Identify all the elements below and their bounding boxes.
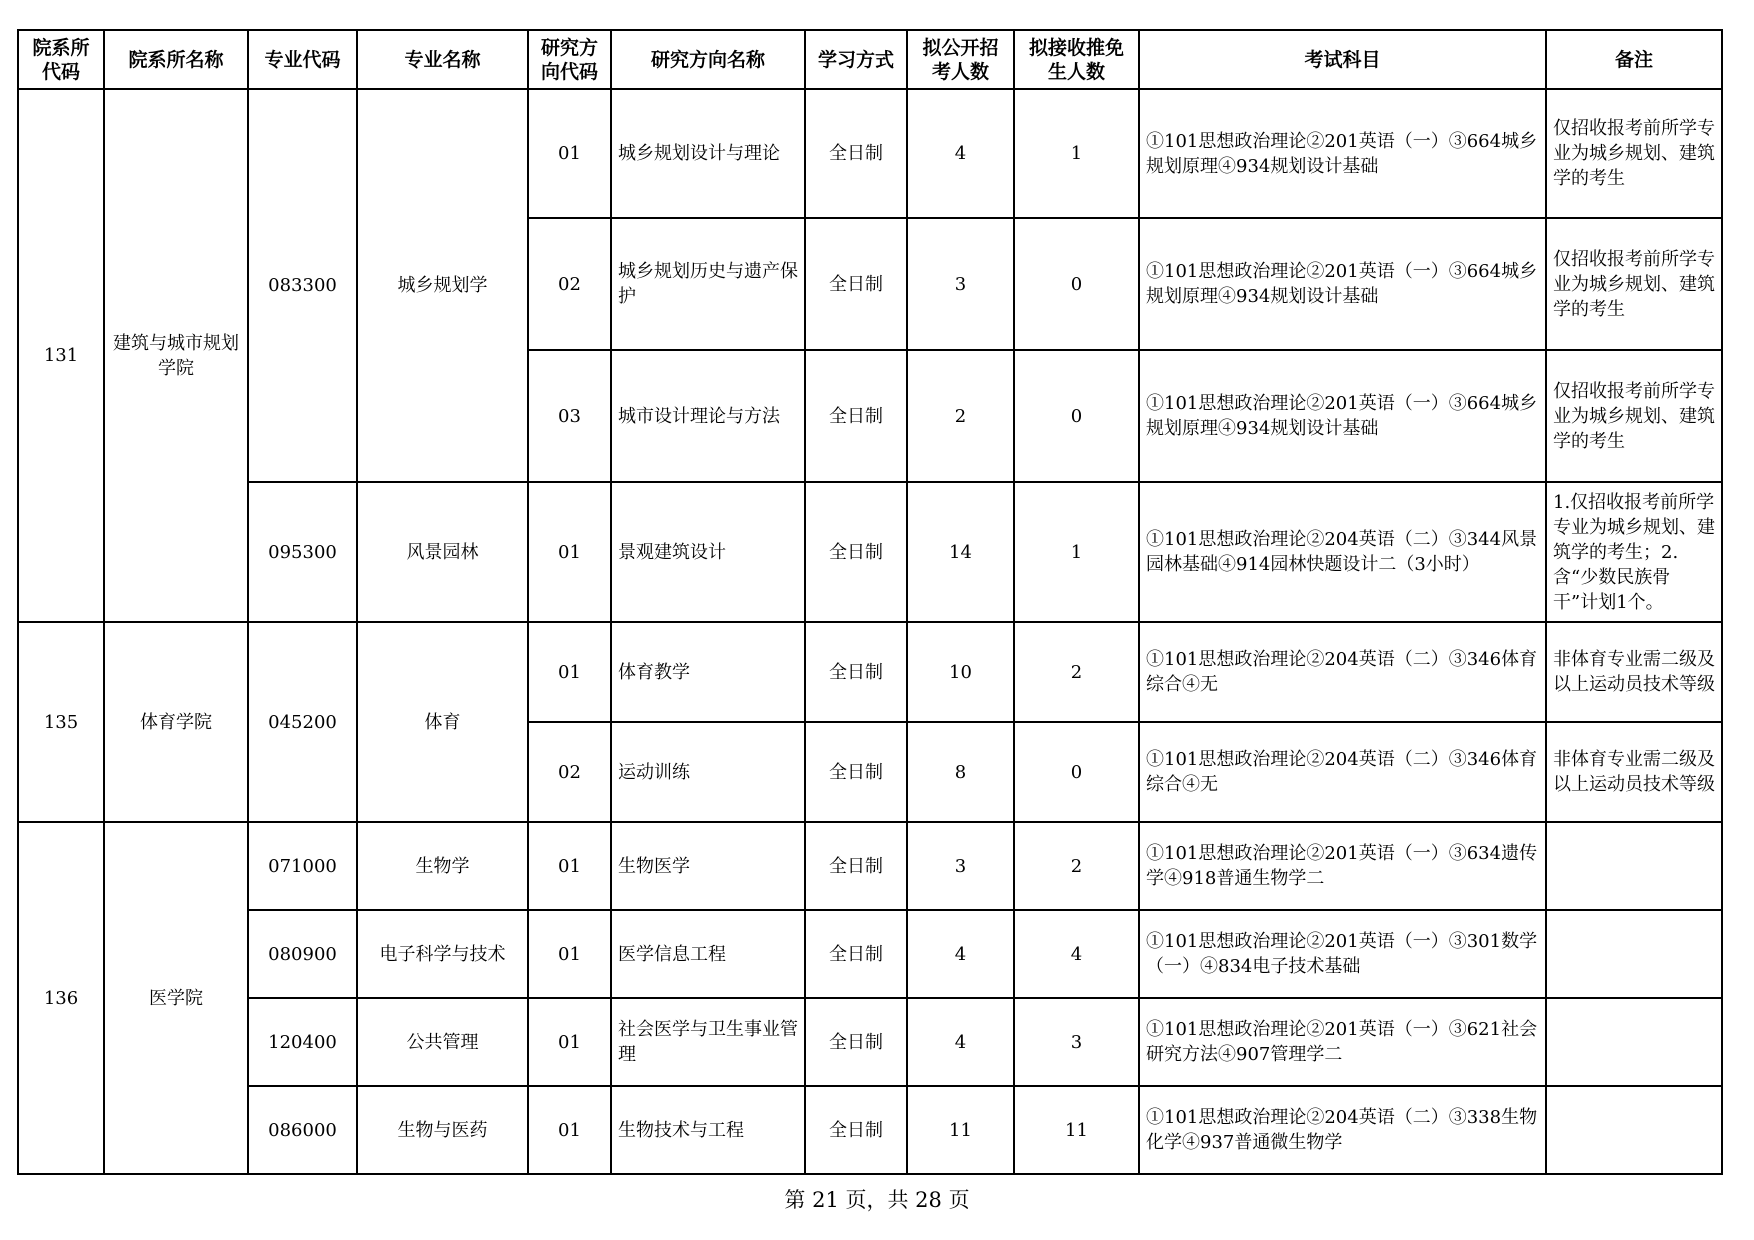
exam-subjects-cell: ①101思想政治理论②204英语（二）③346体育综合④无 xyxy=(1139,622,1546,722)
study-mode-cell: 全日制 xyxy=(805,89,907,218)
direction-code-cell: 01 xyxy=(528,482,611,622)
study-mode-cell: 全日制 xyxy=(805,482,907,622)
exam-subjects-cell: ①101思想政治理论②201英语（一）③664城乡规划原理④934规划设计基础 xyxy=(1139,89,1546,218)
recommend-quota-cell: 2 xyxy=(1014,822,1139,910)
major-code-cell: 045200 xyxy=(248,622,357,822)
dept-code-cell: 135 xyxy=(18,622,104,822)
dept-code-cell: 131 xyxy=(18,89,104,622)
table-row xyxy=(18,998,1722,1086)
direction-code-cell: 01 xyxy=(528,998,611,1086)
page-number: 第 21 页，共 28 页 xyxy=(784,1188,970,1212)
header-direction-name: 研究方向名称 xyxy=(611,30,805,89)
header-exam-subjects: 考试科目 xyxy=(1139,30,1546,89)
exam-subjects-cell: ①101思想政治理论②204英语（二）③346体育综合④无 xyxy=(1139,722,1546,822)
dept-name-cell: 建筑与城市规划学院 xyxy=(104,89,248,622)
notes-cell xyxy=(1546,1086,1722,1174)
study-mode-cell: 全日制 xyxy=(805,350,907,482)
study-mode-cell: 全日制 xyxy=(805,722,907,822)
notes-cell xyxy=(1546,998,1722,1086)
open-quota-cell: 11 xyxy=(907,1086,1014,1174)
direction-name-cell: 城乡规划历史与遗产保护 xyxy=(611,218,805,350)
direction-code-cell: 02 xyxy=(528,218,611,350)
notes-cell: 仅招收报考前所学专业为城乡规划、建筑学的考生 xyxy=(1546,350,1722,482)
study-mode-cell: 全日制 xyxy=(805,218,907,350)
notes-cell: 非体育专业需二级及以上运动员技术等级 xyxy=(1546,722,1722,822)
direction-name-cell: 城乡规划设计与理论 xyxy=(611,89,805,218)
notes-cell: 仅招收报考前所学专业为城乡规划、建筑学的考生 xyxy=(1546,218,1722,350)
table-row xyxy=(18,622,1722,722)
recommend-quota-cell: 3 xyxy=(1014,998,1139,1086)
exam-subjects-cell: ①101思想政治理论②201英语（一）③634遗传学④918普通生物学二 xyxy=(1139,822,1546,910)
open-quota-cell: 4 xyxy=(907,998,1014,1086)
header-recommend-quota: 拟接收推免生人数 xyxy=(1014,30,1139,89)
header-notes: 备注 xyxy=(1546,30,1722,89)
direction-code-cell: 01 xyxy=(528,1086,611,1174)
direction-name-cell: 体育教学 xyxy=(611,622,805,722)
header-row xyxy=(18,30,1722,89)
dept-name-cell: 医学院 xyxy=(104,822,248,1174)
notes-cell: 非体育专业需二级及以上运动员技术等级 xyxy=(1546,622,1722,722)
notes-cell xyxy=(1546,822,1722,910)
major-code-cell: 083300 xyxy=(248,89,357,482)
header-major-name: 专业名称 xyxy=(357,30,528,89)
major-code-cell: 120400 xyxy=(248,998,357,1086)
open-quota-cell: 8 xyxy=(907,722,1014,822)
header-major-code: 专业代码 xyxy=(248,30,357,89)
open-quota-cell: 14 xyxy=(907,482,1014,622)
header-dept-name: 院系所名称 xyxy=(104,30,248,89)
notes-cell: 1.仅招收报考前所学专业为城乡规划、建筑学的考生；2.含“少数民族骨干”计划1个。 xyxy=(1546,482,1722,622)
direction-name-cell: 社会医学与卫生事业管理 xyxy=(611,998,805,1086)
major-name-cell: 城乡规划学 xyxy=(357,89,528,482)
study-mode-cell: 全日制 xyxy=(805,822,907,910)
major-name-cell: 体育 xyxy=(357,622,528,822)
exam-subjects-cell: ①101思想政治理论②201英语（一）③664城乡规划原理④934规划设计基础 xyxy=(1139,218,1546,350)
direction-code-cell: 01 xyxy=(528,622,611,722)
table-row xyxy=(18,1086,1722,1174)
direction-name-cell: 运动训练 xyxy=(611,722,805,822)
notes-cell xyxy=(1546,910,1722,998)
direction-code-cell: 01 xyxy=(528,89,611,218)
recommend-quota-cell: 0 xyxy=(1014,722,1139,822)
header-open-quota: 拟公开招考人数 xyxy=(907,30,1014,89)
direction-code-cell: 02 xyxy=(528,722,611,822)
open-quota-cell: 3 xyxy=(907,822,1014,910)
direction-name-cell: 生物医学 xyxy=(611,822,805,910)
dept-code-cell: 136 xyxy=(18,822,104,1174)
header-study-mode: 学习方式 xyxy=(805,30,907,89)
open-quota-cell: 2 xyxy=(907,350,1014,482)
table-row xyxy=(18,910,1722,998)
header-direction-code: 研究方向代码 xyxy=(528,30,611,89)
study-mode-cell: 全日制 xyxy=(805,998,907,1086)
exam-subjects-cell: ①101思想政治理论②201英语（一）③301数学（一）④834电子技术基础 xyxy=(1139,910,1546,998)
recommend-quota-cell: 1 xyxy=(1014,482,1139,622)
exam-subjects-cell: ①101思想政治理论②201英语（一）③621社会研究方法④907管理学二 xyxy=(1139,998,1546,1086)
direction-code-cell: 01 xyxy=(528,822,611,910)
major-code-cell: 080900 xyxy=(248,910,357,998)
major-name-cell: 公共管理 xyxy=(357,998,528,1086)
dept-name-cell: 体育学院 xyxy=(104,622,248,822)
open-quota-cell: 3 xyxy=(907,218,1014,350)
major-name-cell: 生物与医药 xyxy=(357,1086,528,1174)
exam-subjects-cell: ①101思想政治理论②204英语（二）③344风景园林基础④914园林快题设计二（3小时） xyxy=(1139,482,1546,622)
exam-subjects-cell: ①101思想政治理论②201英语（一）③664城乡规划原理④934规划设计基础 xyxy=(1139,350,1546,482)
study-mode-cell: 全日制 xyxy=(805,910,907,998)
major-code-cell: 095300 xyxy=(248,482,357,622)
major-name-cell: 风景园林 xyxy=(357,482,528,622)
recommend-quota-cell: 1 xyxy=(1014,89,1139,218)
admissions-table xyxy=(17,29,1723,1175)
table-row xyxy=(18,89,1722,218)
direction-code-cell: 01 xyxy=(528,910,611,998)
open-quota-cell: 4 xyxy=(907,910,1014,998)
table-row xyxy=(18,482,1722,622)
recommend-quota-cell: 0 xyxy=(1014,350,1139,482)
direction-name-cell: 医学信息工程 xyxy=(611,910,805,998)
direction-code-cell: 03 xyxy=(528,350,611,482)
header-dept-code: 院系所代码 xyxy=(18,30,104,89)
recommend-quota-cell: 11 xyxy=(1014,1086,1139,1174)
direction-name-cell: 生物技术与工程 xyxy=(611,1086,805,1174)
major-code-cell: 086000 xyxy=(248,1086,357,1174)
direction-name-cell: 景观建筑设计 xyxy=(611,482,805,622)
open-quota-cell: 4 xyxy=(907,89,1014,218)
recommend-quota-cell: 4 xyxy=(1014,910,1139,998)
open-quota-cell: 10 xyxy=(907,622,1014,722)
major-code-cell: 071000 xyxy=(248,822,357,910)
study-mode-cell: 全日制 xyxy=(805,622,907,722)
exam-subjects-cell: ①101思想政治理论②204英语（二）③338生物化学④937普通微生物学 xyxy=(1139,1086,1546,1174)
major-name-cell: 生物学 xyxy=(357,822,528,910)
major-name-cell: 电子科学与技术 xyxy=(357,910,528,998)
notes-cell: 仅招收报考前所学专业为城乡规划、建筑学的考生 xyxy=(1546,89,1722,218)
direction-name-cell: 城市设计理论与方法 xyxy=(611,350,805,482)
study-mode-cell: 全日制 xyxy=(805,1086,907,1174)
table-row xyxy=(18,822,1722,910)
recommend-quota-cell: 0 xyxy=(1014,218,1139,350)
recommend-quota-cell: 2 xyxy=(1014,622,1139,722)
